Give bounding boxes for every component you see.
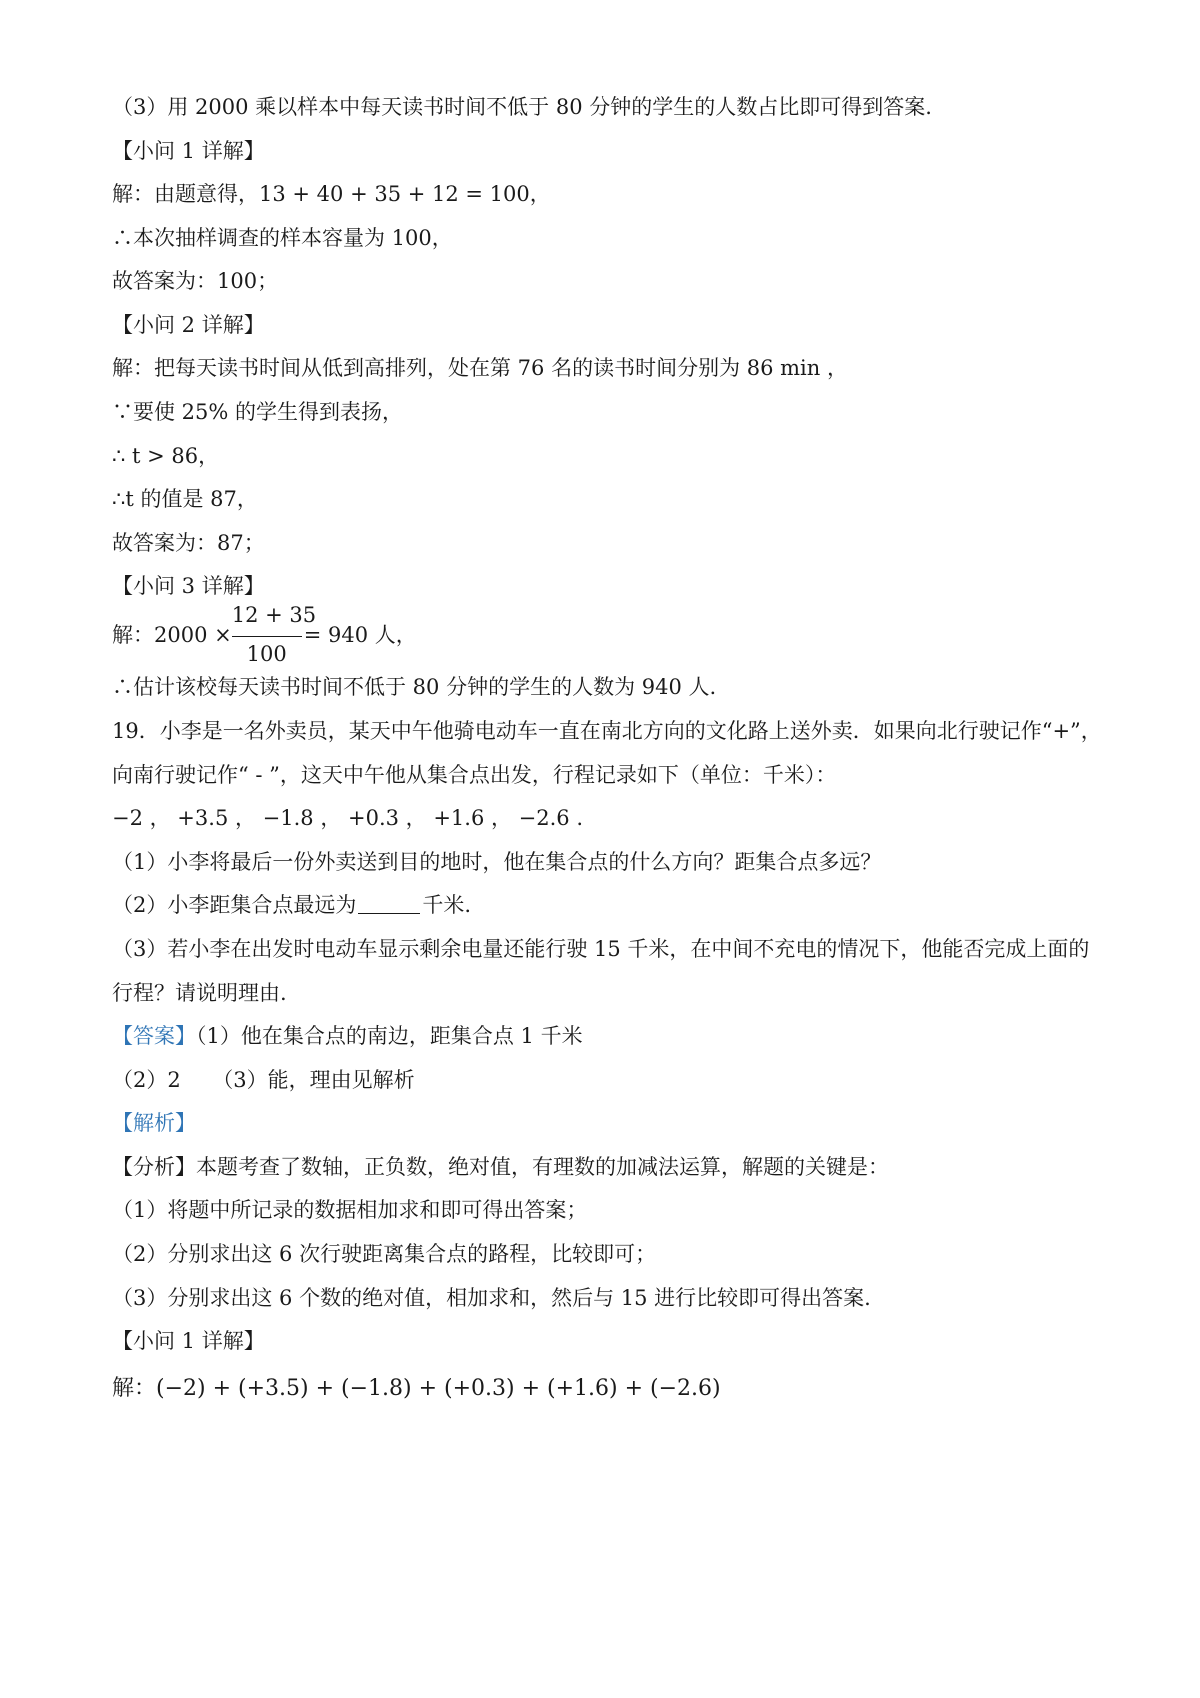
question-part-1: （1）小李将最后一份外卖送到目的地时，他在集合点的什么方向？距集合点多远？	[112, 850, 882, 874]
analysis-line: （2）分别求出这 6 次行驶距离集合点的路程，比较即可；	[112, 1242, 657, 1266]
solution-line: 解：由题意得，13 + 40 + 35 + 12 = 100，	[112, 182, 551, 206]
answer-line: 故答案为：100；	[112, 269, 279, 293]
sum-expression: 解：(−2) + (+3.5) + (−1.8) + (+0.3) + (+1.6) + (−2.6)	[112, 1376, 721, 1401]
conclusion-line: ∴估计该校每天读书时间不低于 80 分钟的学生的人数为 940 人.	[112, 675, 717, 699]
answer-line	[112, 1021, 583, 1051]
solution-line: 解：把每天读书时间从低到高排列，处在第 76 名的读书时间分别为 86 min ，	[112, 356, 848, 380]
question-part-2-unit: 千米.	[422, 893, 472, 917]
question-part-3: （3）若小李在出发时电动车显示剩余电量还能行驶 15 千米，在中间不充电的情况下，他能否完成上面的	[112, 937, 1090, 961]
subquestion-2-heading: 【小问 2 详解】	[112, 313, 265, 337]
solution-line: ∴ t > 86，	[112, 444, 220, 468]
solution-line: ∵要使 25% 的学生得到表扬，	[112, 400, 404, 424]
analysis-line: 【分析】本题考查了数轴，正负数，绝对值，有理数的加减法运算，解题的关键是：	[112, 1155, 889, 1179]
answer-line: 故答案为：87；	[112, 531, 265, 555]
fraction-equation	[112, 603, 417, 666]
fraction-numerator: 12 + 35	[231, 603, 317, 627]
analysis-line: （3）分别求出这 6 个数的绝对值，相加求和，然后与 15 进行比较即可得出答案.	[112, 1286, 871, 1310]
analysis-tag: 【解析】	[112, 1111, 196, 1135]
question-part-3-cont: 行程？请说明理由.	[112, 981, 287, 1005]
question-19-line: 19．小李是一名外卖员，某天中午他骑电动车一直在南北方向的文化路上送外卖．如果向北行驶记作“+”，	[112, 719, 1102, 743]
analysis-line: （1）将题中所记录的数据相加求和即可得出答案；	[112, 1198, 588, 1222]
method-line-3: （3）用 2000 乘以样本中每天读书时间不低于 80 分钟的学生的人数占比即可得到答案.	[112, 95, 932, 119]
fraction-denominator: 100	[246, 642, 287, 666]
fraction	[231, 603, 317, 666]
equation-result: = 940 人，	[303, 623, 417, 647]
equation-prefix: 解：2000 ×	[112, 623, 232, 647]
subquestion-1-heading: 【小问 1 详解】	[112, 139, 265, 163]
answer-tag: 【答案】	[112, 1024, 196, 1048]
question-19-line: 向南行驶记作“ - ”，这天中午他从集合点出发，行程记录如下（单位：千米）：	[112, 763, 837, 787]
answer-blank	[358, 893, 420, 914]
solution-line: ∴本次抽样调查的样本容量为 100，	[112, 226, 453, 250]
distance-record: −2 ， +3.5 ， −1.8 ， +0.3 ， +1.6 ， −2.6 .	[112, 806, 584, 830]
question-part-2	[112, 890, 471, 920]
subquestion-1-heading: 【小问 1 详解】	[112, 1329, 265, 1353]
solution-line: ∴t 的值是 87，	[112, 487, 258, 511]
fraction-bar	[232, 636, 302, 637]
answer-text: （1）他在集合点的南边，距集合点 1 千米	[196, 1024, 583, 1048]
answer-line: （2）2 （3）能，理由见解析	[112, 1068, 415, 1092]
subquestion-3-heading: 【小问 3 详解】	[112, 574, 265, 598]
question-part-2-text: （2）小李距集合点最远为	[112, 893, 357, 917]
